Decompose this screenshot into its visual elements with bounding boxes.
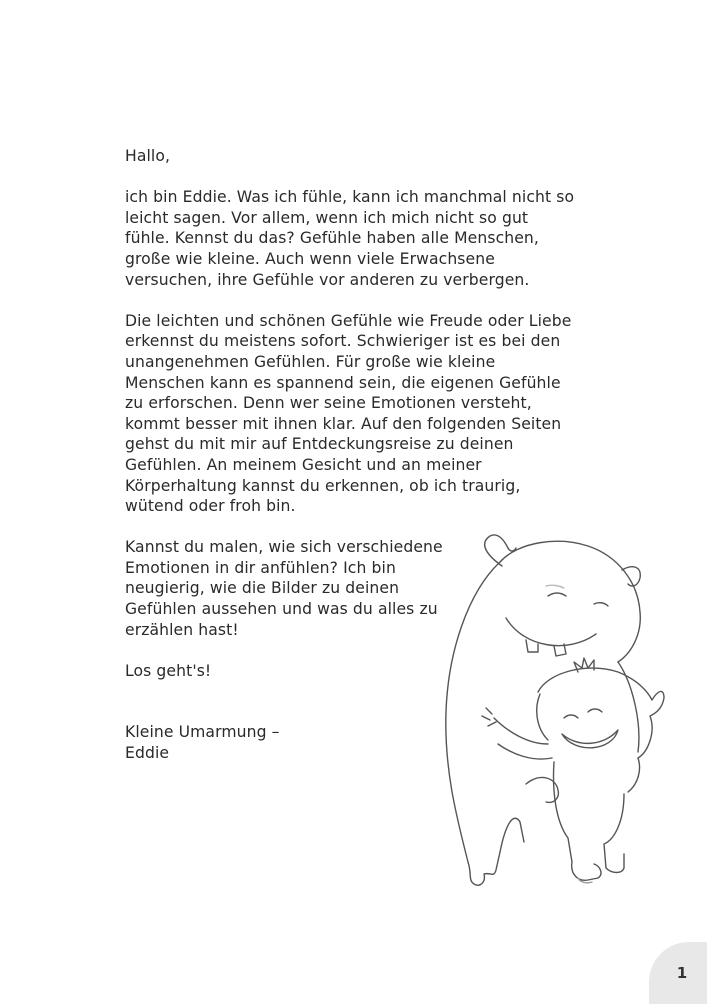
small-monster-left-arm	[482, 708, 548, 744]
small-monster-mouth	[562, 730, 618, 748]
closing-line: Los geht's!	[125, 661, 212, 680]
paragraph-drawing: Kannst du malen, wie sich verschiedene Emotionen in dir anfühlen? Ich bin neugierig, wie die Bilder zu deinen Gefühlen aussehen und was du alles zu erzählen hast!	[125, 538, 443, 639]
signoff-line: Kleine Umarmung –	[125, 723, 280, 742]
small-monster-body	[554, 762, 601, 880]
big-monster-outline	[446, 562, 524, 885]
page-number: 1	[649, 942, 707, 1004]
eddie-hug-illustration	[428, 522, 668, 902]
right-horn	[622, 567, 640, 586]
small-monster-head	[538, 668, 664, 758]
signature-name: Eddie	[125, 744, 170, 763]
paragraph-feelings: Die leichten und schönen Gefühle wie Freude oder Liebe erkennst du meistens sofort. Schwieriger ist es bei den unangenehmen Gefühlen. Für große wie kleine Menschen kann es spannend sein, die eigenen Gefühle zu erforschen. Denn wer seine Emotionen versteht, kommt besser mit ihnen klar. Auf den folgenden Seiten gehst du mit mir auf Entdeckungsreise zu deinen Gefühlen. An meinem Gesicht und an meiner Körperhaltung kannst du erkennen, ob ich traurig, wütend oder froh bin.	[125, 311, 572, 516]
greeting: Hallo,	[125, 147, 171, 165]
paragraph-intro: ich bin Eddie. Was ich fühle, kann ich manchmal nicht so leicht sagen. Vor allem, wenn ich mich nicht so gut fühle. Kennst du das? Gefühle haben alle Menschen, große wie kleine. Auch wenn viele Erwachsene versuchen, ihre Gefühle vor anderen zu verbergen.	[125, 188, 575, 289]
big-monster-smile	[506, 618, 596, 646]
